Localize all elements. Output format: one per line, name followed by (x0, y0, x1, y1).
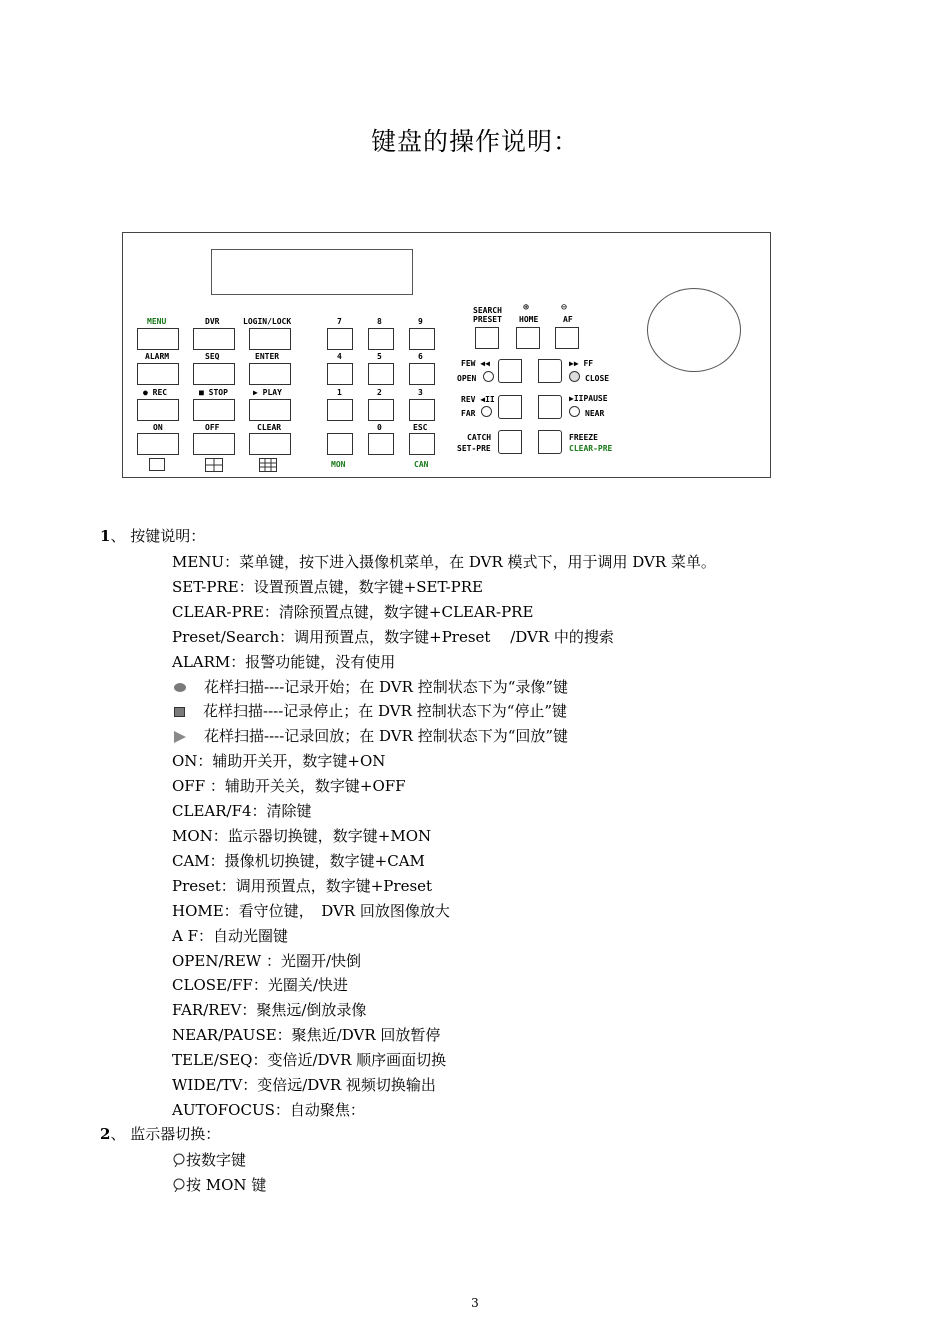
iris-open-icon (483, 371, 494, 382)
far-label: FAR (461, 409, 476, 418)
key-9-label: 9 (418, 317, 423, 326)
dvr-key[interactable] (193, 328, 235, 350)
page-number: 3 (471, 1296, 479, 1310)
catch-label: CATCH (467, 433, 492, 442)
login-key[interactable] (249, 328, 291, 350)
key-0[interactable] (368, 433, 394, 455)
af-label: AF (563, 315, 573, 324)
keyboard-diagram (122, 232, 771, 478)
rec-key[interactable] (137, 399, 179, 421)
key-2-label: 2 (377, 388, 382, 397)
pointer-icon (172, 1178, 186, 1192)
esc-label: ESC (413, 423, 428, 432)
bullet-text: 花样扫描----记录停止；在 DVR 控制状态下为“停止”键 (203, 702, 568, 721)
single-screen-icon (149, 458, 165, 471)
home-label: HOME (519, 315, 539, 324)
list-item: CLEAR/F4：清除键 (172, 802, 312, 821)
list-item: SET-PRE：设置预置点键，数字键+SET-PRE (172, 577, 483, 596)
list-item (172, 1148, 266, 1173)
playback-icon (174, 731, 186, 743)
bullet-text: 花样扫描----记录回放；在 DVR 控制状态下为“回放”键 (204, 727, 569, 746)
play-label: ▶ PLAY (253, 388, 282, 397)
list-item (172, 699, 716, 724)
few-label: FEW ◀◀ (461, 359, 490, 368)
key-4[interactable] (327, 363, 353, 385)
pause-label: ▶IIPAUSE (569, 394, 608, 403)
key-9[interactable] (409, 328, 435, 350)
focus-far-icon (481, 406, 492, 417)
list-item-text: 按数字键 (186, 1151, 247, 1169)
search-preset-key[interactable] (475, 327, 499, 349)
setpre-label: SET-PRE (457, 444, 491, 453)
af-key[interactable] (555, 327, 579, 349)
search-label: SEARCH (473, 306, 502, 315)
open-label: OPEN (457, 374, 477, 383)
open-rew-key[interactable] (498, 359, 522, 383)
list-item: CLOSE/FF：光圈关/快进 (172, 976, 348, 995)
key-3-label: 3 (418, 388, 423, 397)
bullet-text: 花样扫描----记录开始；在 DVR 控制状态下为“录像”键 (204, 677, 569, 696)
enter-key[interactable] (249, 363, 291, 385)
list-item: ON：辅助开关开，数字键+ON (172, 752, 386, 771)
key-1[interactable] (327, 399, 353, 421)
list-item-text: 按 MON 键 (186, 1176, 267, 1194)
off-key[interactable] (193, 433, 235, 455)
key-5-label: 5 (377, 352, 382, 361)
list-item (172, 724, 716, 749)
ff-label: ▶▶ FF (569, 359, 594, 368)
catch-setpre-key[interactable] (498, 430, 522, 454)
key-7-label: 7 (337, 317, 342, 326)
list-item: CAM：摄像机切换键，数字键+CAM (172, 851, 425, 870)
mon-key[interactable] (327, 433, 353, 455)
off-label: OFF (205, 423, 220, 432)
list-item: FAR/REV：聚焦远/倒放录像 (172, 1001, 367, 1020)
list-item: ALARM：报警功能键，没有使用 (172, 652, 396, 671)
section-2-number: 2 (100, 1125, 111, 1143)
clear-label: CLEAR (257, 423, 282, 432)
key-2[interactable] (368, 399, 394, 421)
key-5[interactable] (368, 363, 394, 385)
key-description-list (172, 550, 716, 1123)
section-1-number: 1 (100, 527, 111, 545)
page-title: 键盘的操作说明： (370, 127, 579, 156)
list-item: OPEN/REW ：光圈开/快倒 (172, 951, 362, 970)
key-8-label: 8 (377, 317, 382, 326)
quad-screen-icon (205, 458, 223, 472)
close-label: CLOSE (585, 374, 610, 383)
key-6-label: 6 (418, 352, 423, 361)
section-1-heading (100, 526, 205, 546)
near-pause-key[interactable] (538, 395, 562, 419)
iris-close-icon (569, 371, 580, 382)
key-6[interactable] (409, 363, 435, 385)
esc-key[interactable] (409, 433, 435, 455)
seq-key[interactable] (193, 363, 235, 385)
key-8[interactable] (368, 328, 394, 350)
far-rev-key[interactable] (498, 395, 522, 419)
list-item: WIDE/TV：变倍远/DVR 视频切换输出 (172, 1076, 436, 1095)
list-item: A F：自动光圈键 (172, 926, 289, 945)
alarm-label: ALARM (145, 352, 170, 361)
list-item: Preset/Search：调用预置点，数字键+Preset /DVR 中的搜索 (172, 627, 614, 646)
rec-label: ● REC (143, 388, 168, 397)
zoom-in-icon: ⊕ (523, 302, 530, 313)
list-item: AUTOFOCUS：自动聚焦： (172, 1100, 365, 1119)
play-key[interactable] (249, 399, 291, 421)
list-item: MENU：菜单键，按下进入摄像机菜单，在 DVR 模式下，用于调用 DVR 菜单。 (172, 553, 716, 571)
list-item: CLEAR-PRE：清除预置点键，数字键+CLEAR-PRE (172, 602, 534, 621)
nine-screen-icon (259, 458, 277, 472)
login-label: LOGIN/LOCK (243, 317, 292, 326)
section-2-heading (100, 1124, 220, 1144)
menu-key[interactable] (137, 328, 179, 350)
stop-label: ■ STOP (199, 388, 228, 397)
enter-label: ENTER (255, 352, 280, 361)
stop-key[interactable] (193, 399, 235, 421)
menu-label: MENU (147, 317, 167, 326)
freeze-clearpre-key[interactable] (538, 430, 562, 454)
list-item: HOME：看守位键， DVR 回放图像放大 (172, 901, 450, 920)
mon-label: MON (331, 460, 346, 469)
section-2-title: 、 监示器切换： (110, 1125, 221, 1143)
clearpre-label: CLEAR-PRE (569, 444, 613, 453)
list-item: Preset：调用预置点，数字键+Preset (172, 876, 433, 895)
list-item: TELE/SEQ：变倍近/DVR 顺序画面切换 (172, 1051, 447, 1070)
freeze-label: FREEZE (569, 433, 598, 442)
key-3[interactable] (409, 399, 435, 421)
pointer-icon (172, 1153, 186, 1167)
list-item: NEAR/PAUSE：聚焦近/DVR 回放暂停 (172, 1026, 441, 1045)
key-0-label: 0 (377, 423, 382, 432)
lcd-display (211, 249, 413, 295)
clear-key[interactable] (249, 433, 291, 455)
near-label: NEAR (585, 409, 605, 418)
key-4-label: 4 (337, 352, 342, 361)
close-ff-key[interactable] (538, 359, 562, 383)
list-item: MON：监示器切换键，数字键+MON (172, 826, 432, 845)
record-start-icon (174, 683, 186, 692)
alarm-key[interactable] (137, 363, 179, 385)
zoom-out-icon: ⊖ (561, 302, 568, 313)
joystick[interactable] (647, 288, 741, 372)
seq-label: SEQ (205, 352, 220, 361)
on-key[interactable] (137, 433, 179, 455)
key-7[interactable] (327, 328, 353, 350)
list-item (172, 675, 716, 700)
home-key[interactable] (516, 327, 540, 349)
list-item: OFF ：辅助开关关，数字键+OFF (172, 777, 406, 796)
key-1-label: 1 (337, 388, 342, 397)
on-label: ON (153, 423, 163, 432)
preset-label: PRESET (473, 315, 502, 324)
monitor-switch-list (172, 1148, 266, 1198)
dvr-label: DVR (205, 317, 220, 326)
focus-near-icon (569, 406, 580, 417)
list-item (172, 1173, 266, 1198)
section-1-title: 、 按键说明： (110, 527, 206, 545)
record-stop-icon (174, 707, 185, 717)
cam-label: CAN (414, 460, 429, 469)
rev-label: REV ◀II (461, 395, 495, 404)
